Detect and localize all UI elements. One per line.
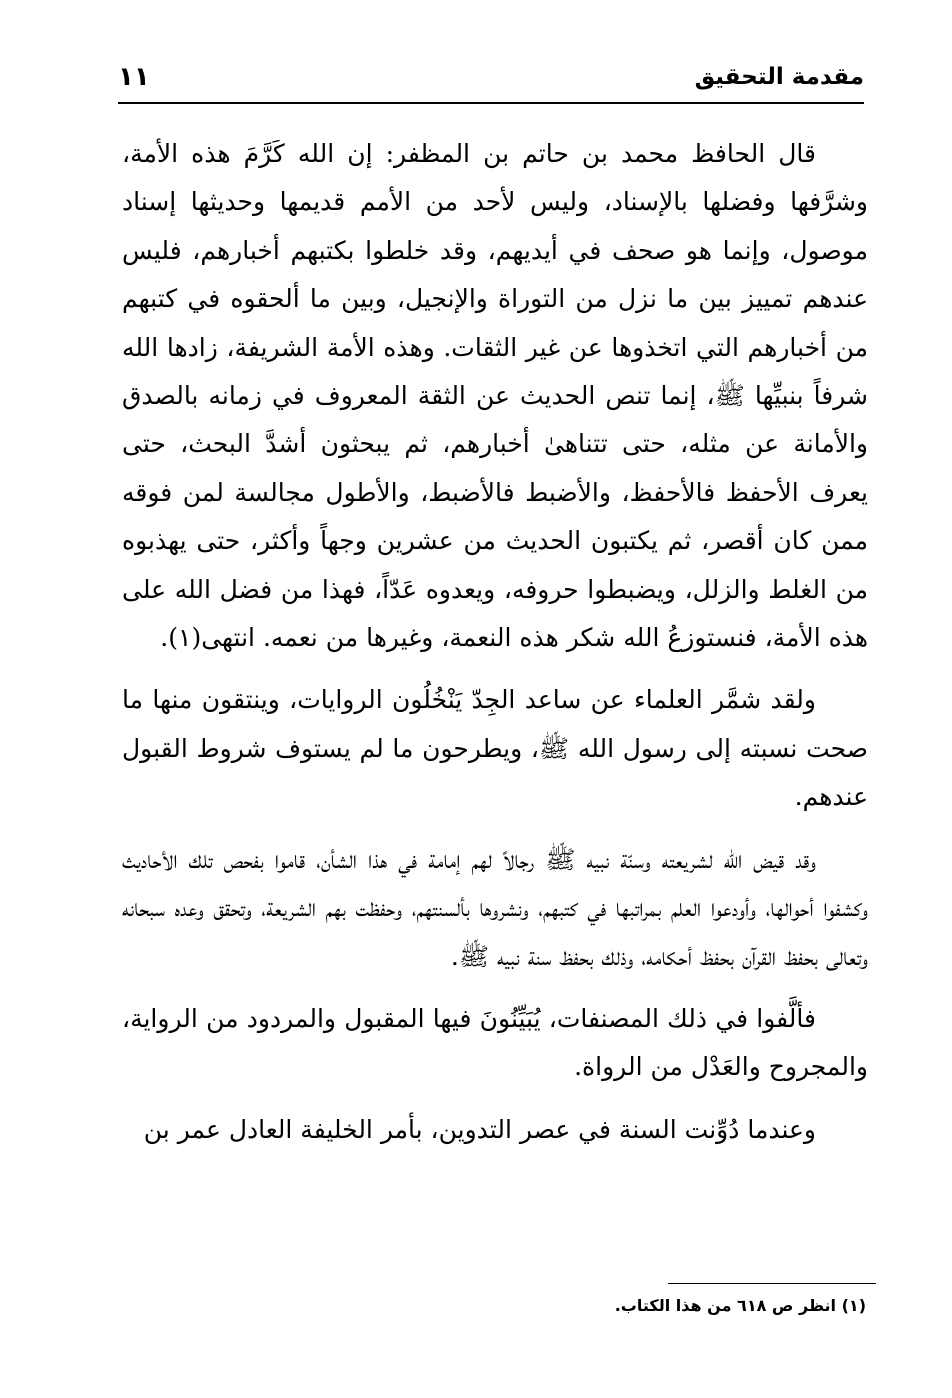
- footnote: (١) انظر ص ٦١٨ من هذا الكتاب.: [614, 1296, 866, 1315]
- running-title: مقدمة التحقيق: [694, 64, 864, 90]
- paragraph-2: ولقد شمَّر العلماء عن ساعد الجِدّ يَنْخُلُون الروايات، وينتقون منها ما صحت نسبته إلى رسول الله ﷺ، ويطرحون ما لم يستوف شروط القبول عندهم.: [122, 685, 868, 812]
- paragraph-4: فألَّفوا في ذلك المصنفات، يُبَيِّنُونَ فيها المقبول والمردود من الرواية، والمجروح والعَدْل من الرواة.: [122, 1003, 868, 1082]
- paragraph-3: وقد قيض الله لشريعته وسنّة نبيه ﷺ رجالاً لهم إمامة في هذا الشأن، قاموا بفحص تلك الأحاديث وكشفوا أحوالها، وأودعوا العلم بمراتبها في كتبهم، ونشروها بألسنتهم، وحفظت بهم الشريعة، وتحقق وعده سبحانه وتعالى بحفظ القرآن بحفظ أحكامه، وذلك بحفظ سنة نبيه ﷺ.: [122, 844, 868, 971]
- paragraph-5: وعندما دُوِّنت السنة في عصر التدوين، بأمر الخليفة العادل عمر بن: [143, 1114, 816, 1144]
- footnote-divider: [668, 1283, 876, 1284]
- paragraph-1: قال الحافظ محمد بن حاتم بن المظفر: إن الله كَرَّمَ هذه الأمة، وشرَّفها وفضلها بالإسناد، وليس لأحد من الأمم قديمها وحديثها إسناد موصول، وإنما هو صحف في أيديهم، وقد خلطوا بكتبهم أخبارهم، فليس عندهم تمييز بين ما نزل من التوراة والإنجيل، وبين ما ألحقوه في كتبهم من أخبارهم التي اتخذوها عن غير الثقات. وهذه الأمة الشريفة، زادها الله شرفاً بنبيِّها ﷺ، إنما تنص الحديث عن الثقة المعروف في زمانه بالصدق والأمانة عن مثله، حتى تتناهىٰ أخبارهم، ثم يبحثون أشدَّ البحث، حتى يعرف الأحفظ فالأحفظ، والأضبط فالأضبط، والأطول مجالسة لمن فوقه ممن كان أقصر، ثم يكتبون الحديث من عشرين وجهاً وأكثر، حتى يهذبوه من الغلط والزلل، ويضبطوا حروفه، ويعدوه عَدّاً، فهذا من فضل الله على هذه الأمة، فنستوزعُ الله شكر هذه النعمة، وغيرها من نعمه. انتهى(١).: [122, 139, 868, 653]
- page-header: [118, 62, 864, 104]
- body-text: [122, 130, 868, 1168]
- page-number: ١١: [118, 62, 150, 92]
